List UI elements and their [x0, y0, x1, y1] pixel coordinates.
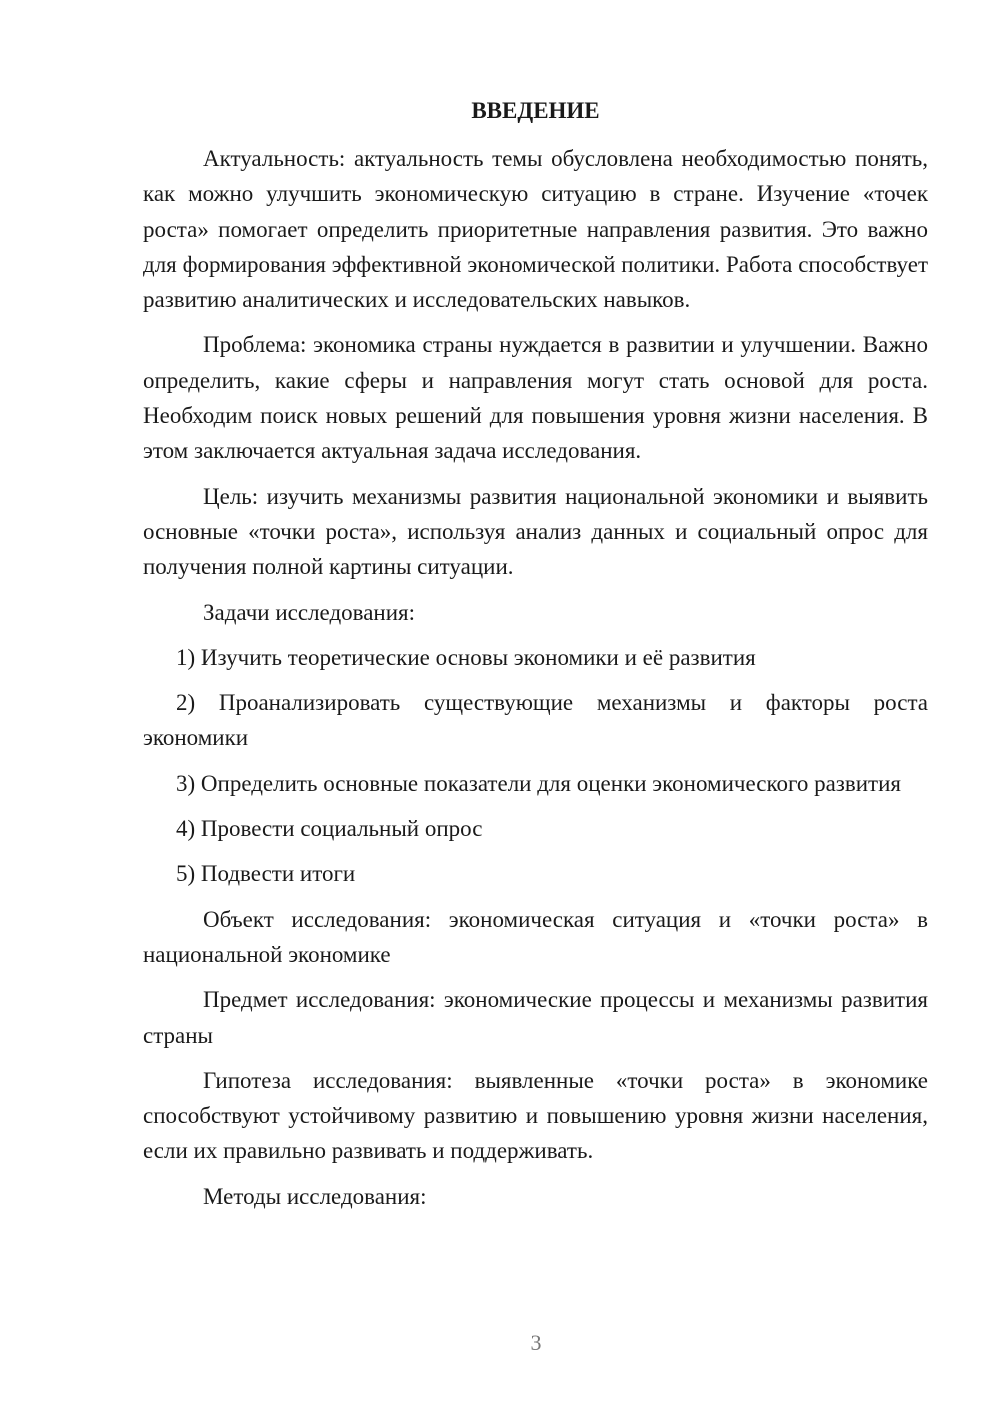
goal-paragraph: Цель: изучить механизмы развития национальной экономики и выявить основные «точки роста», используя анализ данных и социальный опрос для получения полной картины ситуации. — [143, 483, 928, 580]
methods-paragraph: Методы исследования: — [203, 1183, 427, 1209]
task-item-4: 4) Провести социальный опрос — [176, 816, 483, 842]
task-item-1: 1) Изучить теоретические основы экономики и её развития — [176, 644, 756, 670]
subject-paragraph: Предмет исследования: экономические процессы и механизмы развития страны — [143, 987, 928, 1048]
relevance-paragraph: Актуальность: актуальность темы обусловлена необходимостью понять, как можно улучшить экономическую ситуацию в стране. Изучение «точек роста» помогает определить приоритетные направления развития. Это важно для формирования эффективной экономической политики. Работа способствует развитию аналитических и исследовательских навыков. — [143, 146, 928, 313]
task-item-3: 3) Определить основные показатели для оценки экономического развития — [176, 770, 901, 796]
tasks-heading: Задачи исследования: — [203, 599, 416, 625]
document-body — [143, 92, 928, 1224]
task-item-2: 2) Проанализировать существующие механизмы и факторы роста экономики — [143, 690, 928, 751]
problem-paragraph: Проблема: экономика страны нуждается в развитии и улучшении. Важно определить, какие сферы и направления могут стать основой для роста. Необходим поиск новых решений для повышения уровня жизни населения. В этом заключается актуальная задача исследования. — [143, 332, 928, 464]
task-item-5: 5) Подвести итоги — [176, 861, 356, 887]
section-heading: ВВЕДЕНИЕ — [471, 98, 600, 123]
page-number: 3 — [530, 1330, 542, 1355]
object-paragraph: Объект исследования: экономическая ситуация и «точки роста» в национальной экономике — [143, 906, 928, 967]
hypothesis-paragraph: Гипотеза исследования: выявленные «точки роста» в экономике способствуют устойчивому развитию и повышению уровня жизни населения, если их правильно развивать и поддерживать. — [143, 1067, 928, 1164]
